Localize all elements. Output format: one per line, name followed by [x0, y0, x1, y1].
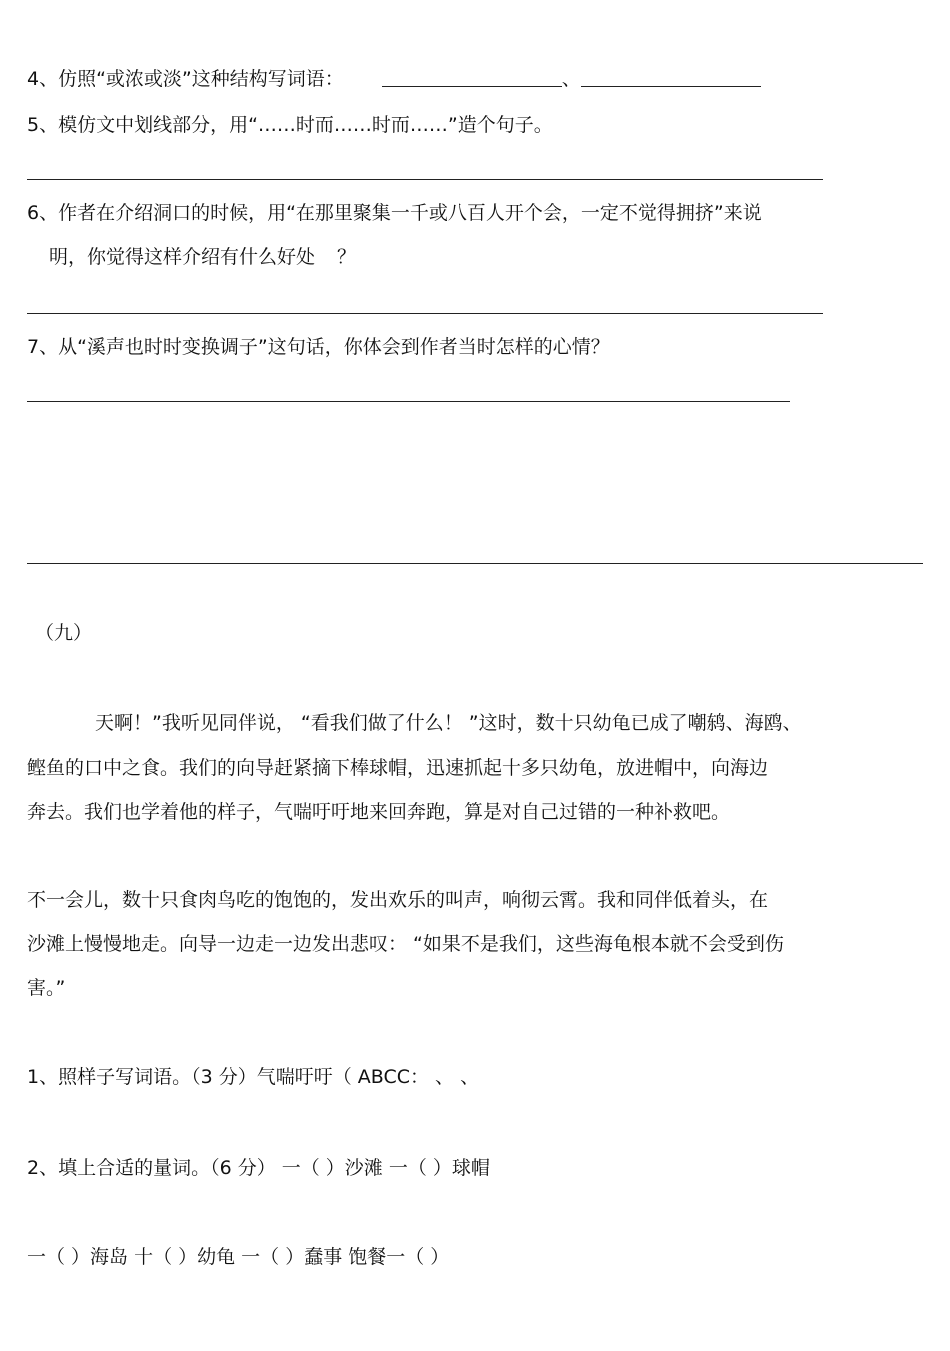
question-6-text: 明，你觉得这样介绍有什么好处: [49, 246, 316, 268]
section-heading: （九）: [35, 622, 93, 644]
answer-blank-2[interactable]: [581, 86, 761, 87]
question-6-line-1: 6、作者在介绍洞口的时候，用“在那里聚集一千或八百人开个会，一定不觉得拥挤”来说: [27, 202, 762, 224]
question-4: [27, 67, 761, 91]
passage-2-line-1: 不一会儿，数十只食肉鸟吃的饱饱的，发出欢乐的叫声，响彻云霄。我和同伴低着头，在: [27, 889, 769, 911]
question-mark: ？: [337, 246, 357, 268]
question-4-text: 4、仿照“或浓或淡”这种结构写词语：: [27, 68, 344, 90]
answer-line-q6[interactable]: [27, 313, 823, 314]
answer-line-q7[interactable]: [27, 401, 790, 402]
section-divider: [27, 563, 923, 564]
blank-separator: 、: [561, 68, 581, 90]
passage-2-line-2: 沙滩上慢慢地走。向导一边走一边发出悲叹： “如果不是我们，这些海龟根本就不会受到伤: [27, 933, 784, 955]
question-5: 5、模仿文中划线部分，用“……时而……时而……”造个句子。: [27, 114, 553, 136]
question-b1: 1、照样子写词语。（3 分）气喘吁吁（ ABCC： 、 、: [27, 1066, 480, 1088]
question-b2-continued: 一（ ）海岛 十（ ）幼龟 一（ ）蠢事 饱餐一（ ）: [27, 1246, 450, 1268]
answer-line-q5[interactable]: [27, 179, 823, 180]
passage-2-line-3: 害。”: [27, 977, 66, 999]
question-b2: 2、填上合适的量词。（6 分） 一（ ）沙滩 一（ ）球帽: [27, 1157, 490, 1179]
passage-1-line-3: 奔去。我们也学着他的样子，气喘吁吁地来回奔跑，算是对自己过错的一种补救吧。: [27, 801, 731, 823]
question-7: 7、从“溪声也时时变换调子”这句话，你体会到作者当时怎样的心情？: [27, 336, 610, 358]
question-6-line-2: [49, 245, 356, 269]
passage-1-line-1: 天啊！”我听见同伴说， “看我们做了什么！ ”这时，数十只幼龟已成了嘲鸫、海鸥、: [95, 712, 802, 734]
answer-blank-1[interactable]: [382, 86, 562, 87]
passage-1-line-2: 鲣鱼的口中之食。我们的向导赶紧摘下棒球帽，迅速抓起十多只幼龟，放进帽中，向海边: [27, 757, 769, 779]
